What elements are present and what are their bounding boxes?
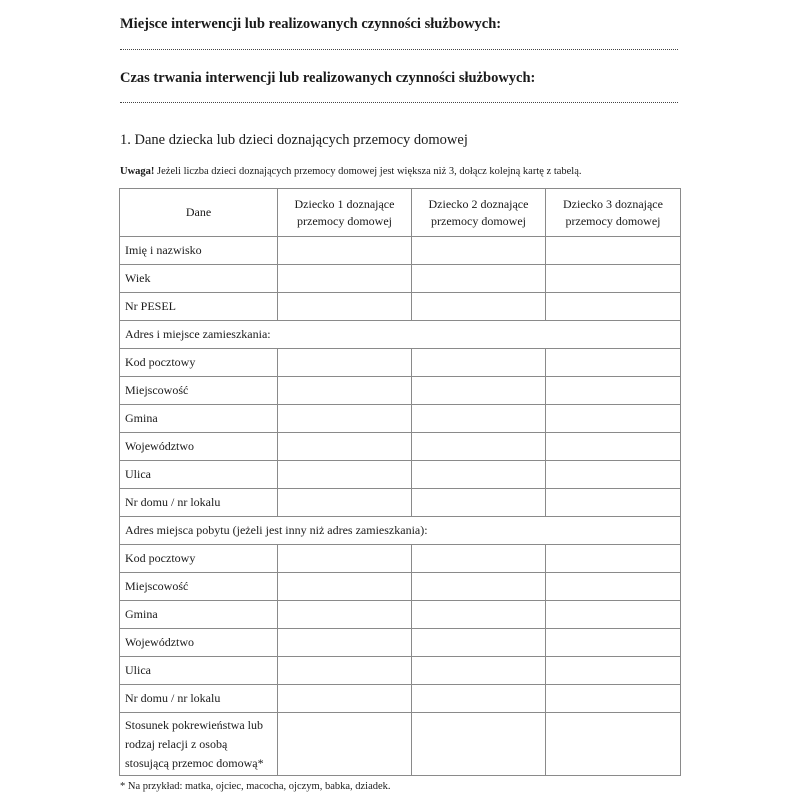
input-cell-child-2[interactable] xyxy=(412,237,546,265)
input-cell-child-2[interactable] xyxy=(412,293,546,321)
input-cell-child-2[interactable] xyxy=(412,405,546,433)
input-cell-child-2[interactable] xyxy=(412,657,546,685)
input-cell-child-3[interactable] xyxy=(546,685,681,713)
row-label: Nr domu / nr lokalu xyxy=(120,685,278,713)
input-cell-child-3[interactable] xyxy=(546,377,681,405)
input-cell-child-3[interactable] xyxy=(546,237,681,265)
table-row xyxy=(120,545,681,573)
input-cell-child-1[interactable] xyxy=(278,657,412,685)
children-data-table xyxy=(119,188,681,776)
input-cell-child-3[interactable] xyxy=(546,405,681,433)
input-cell-child-1[interactable] xyxy=(278,545,412,573)
table-header-row xyxy=(120,189,681,237)
input-cell-child-1[interactable] xyxy=(278,433,412,461)
note xyxy=(120,166,582,177)
table-row xyxy=(120,461,681,489)
row-label: Gmina xyxy=(120,601,278,629)
input-cell-child-3[interactable] xyxy=(546,713,681,776)
input-cell-child-2[interactable] xyxy=(412,545,546,573)
row-label: Gmina xyxy=(120,405,278,433)
table-row xyxy=(120,685,681,713)
note-text: Jeżeli liczba dzieci doznających przemocy domowej jest większa niż 3, dołącz kolejną kartę z tabelą. xyxy=(154,166,582,177)
table-row xyxy=(120,629,681,657)
input-cell-child-1[interactable] xyxy=(278,713,412,776)
row-label: Adres miejsca pobytu (jeżeli jest inny niż adres zamieszkania): xyxy=(120,517,681,545)
header-child-1: Dziecko 1 doznające przemocy domowej xyxy=(278,189,412,237)
note-bold: Uwaga! xyxy=(120,166,155,177)
input-cell-child-2[interactable] xyxy=(412,461,546,489)
header-child-3: Dziecko 3 doznające przemocy domowej xyxy=(546,189,681,237)
row-label: Adres i miejsce zamieszkania: xyxy=(120,321,681,349)
table-row xyxy=(120,349,681,377)
row-label: Województwo xyxy=(120,629,278,657)
input-cell-child-1[interactable] xyxy=(278,377,412,405)
row-label: Miejscowość xyxy=(120,377,278,405)
input-cell-child-2[interactable] xyxy=(412,377,546,405)
input-cell-child-3[interactable] xyxy=(546,293,681,321)
input-cell-child-1[interactable] xyxy=(278,405,412,433)
row-label: Ulica xyxy=(120,657,278,685)
input-cell-child-1[interactable] xyxy=(278,237,412,265)
header-child-2: Dziecko 2 doznające przemocy domowej xyxy=(412,189,546,237)
input-cell-child-2[interactable] xyxy=(412,573,546,601)
input-cell-child-3[interactable] xyxy=(546,573,681,601)
row-label: Ulica xyxy=(120,461,278,489)
table-row xyxy=(120,405,681,433)
input-cell-child-1[interactable] xyxy=(278,489,412,517)
table-row xyxy=(120,713,681,776)
footnote: * Na przykład: matka, ojciec, macocha, ojczym, babka, dziadek. xyxy=(120,781,391,792)
input-cell-child-2[interactable] xyxy=(412,601,546,629)
duration-input-line[interactable] xyxy=(120,102,678,103)
input-cell-child-1[interactable] xyxy=(278,265,412,293)
header-dane: Dane xyxy=(120,189,278,237)
place-input-line[interactable] xyxy=(120,49,678,50)
table-section-row xyxy=(120,517,681,545)
input-cell-child-2[interactable] xyxy=(412,349,546,377)
table-row xyxy=(120,657,681,685)
input-cell-child-2[interactable] xyxy=(412,265,546,293)
row-label: Województwo xyxy=(120,433,278,461)
input-cell-child-1[interactable] xyxy=(278,461,412,489)
input-cell-child-3[interactable] xyxy=(546,433,681,461)
input-cell-child-1[interactable] xyxy=(278,601,412,629)
table-row xyxy=(120,601,681,629)
table-row xyxy=(120,237,681,265)
input-cell-child-3[interactable] xyxy=(546,545,681,573)
table-row xyxy=(120,265,681,293)
input-cell-child-2[interactable] xyxy=(412,629,546,657)
table-row xyxy=(120,377,681,405)
table-row xyxy=(120,573,681,601)
duration-label: Czas trwania interwencji lub realizowanych czynności służbowych: xyxy=(120,70,536,86)
row-label: Wiek xyxy=(120,265,278,293)
row-label: Nr domu / nr lokalu xyxy=(120,489,278,517)
row-label: Nr PESEL xyxy=(120,293,278,321)
place-label: Miejsce interwencji lub realizowanych czynności służbowych: xyxy=(120,16,502,32)
section-title: 1. Dane dziecka lub dzieci doznających przemocy domowej xyxy=(120,132,468,148)
row-label: Kod pocztowy xyxy=(120,545,278,573)
input-cell-child-3[interactable] xyxy=(546,601,681,629)
input-cell-child-1[interactable] xyxy=(278,349,412,377)
input-cell-child-3[interactable] xyxy=(546,629,681,657)
input-cell-child-2[interactable] xyxy=(412,489,546,517)
row-label: Stosunek pokrewieństwa lub rodzaj relacji z osobą stosującą przemoc domową* xyxy=(120,713,278,776)
input-cell-child-3[interactable] xyxy=(546,265,681,293)
input-cell-child-3[interactable] xyxy=(546,657,681,685)
input-cell-child-2[interactable] xyxy=(412,685,546,713)
table-row xyxy=(120,489,681,517)
table-section-row xyxy=(120,321,681,349)
input-cell-child-1[interactable] xyxy=(278,573,412,601)
input-cell-child-3[interactable] xyxy=(546,489,681,517)
table-row xyxy=(120,433,681,461)
input-cell-child-1[interactable] xyxy=(278,629,412,657)
input-cell-child-2[interactable] xyxy=(412,433,546,461)
row-label: Miejscowość xyxy=(120,573,278,601)
input-cell-child-3[interactable] xyxy=(546,349,681,377)
row-label: Kod pocztowy xyxy=(120,349,278,377)
input-cell-child-1[interactable] xyxy=(278,685,412,713)
table-row xyxy=(120,293,681,321)
input-cell-child-3[interactable] xyxy=(546,461,681,489)
row-label: Imię i nazwisko xyxy=(120,237,278,265)
input-cell-child-1[interactable] xyxy=(278,293,412,321)
input-cell-child-2[interactable] xyxy=(412,713,546,776)
